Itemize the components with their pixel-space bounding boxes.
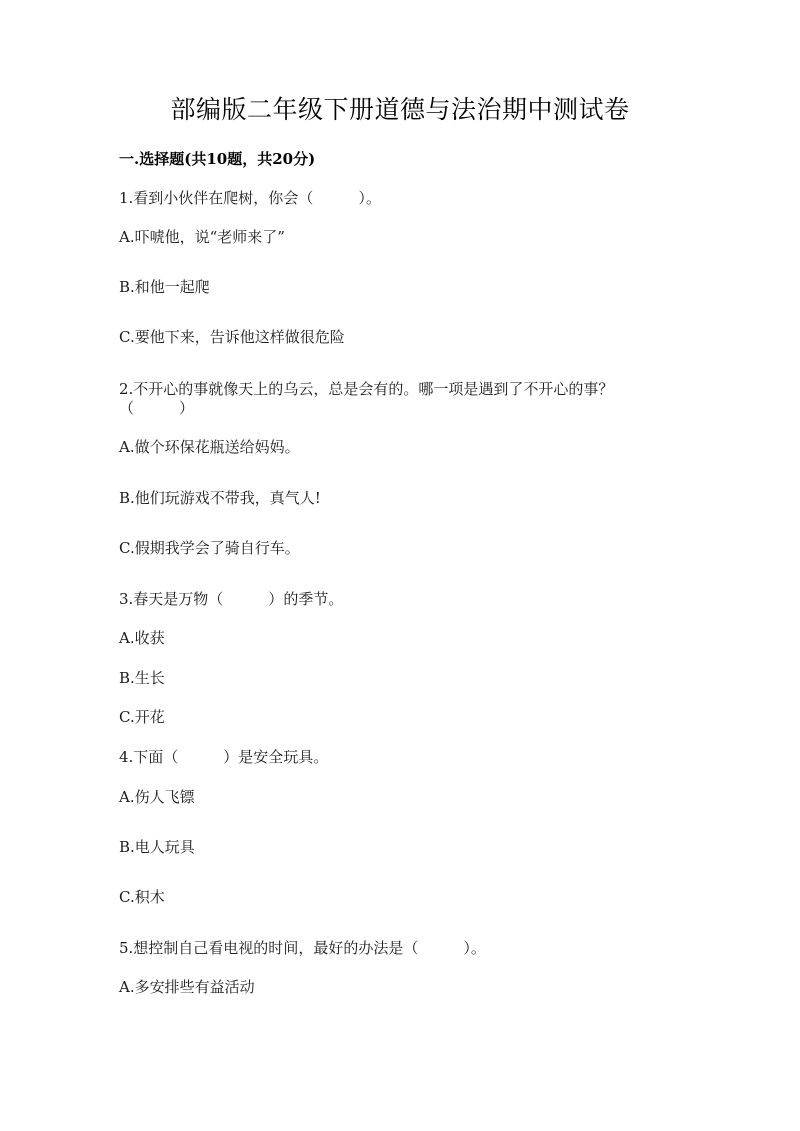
question-3-option-a: A.收获 (119, 629, 165, 647)
question-3-option-b: B.生长 (119, 669, 165, 687)
question-2-option-a: A.做个环保花瓶送给妈妈。 (119, 438, 300, 456)
question-2-stem: 2.不开心的事就像天上的乌云，总是会有的。哪一项是遇到了不开心的事？ (119, 380, 614, 398)
question-4-option-b: B.电人玩具 (119, 838, 195, 856)
question-1-option-a: A.吓唬他，说“老师来了” (119, 228, 285, 246)
section-heading: 一.选择题(共10题，共20分) (119, 150, 316, 168)
question-1-option-b: B.和他一起爬 (119, 278, 210, 296)
question-2-stem-continued: （ ） (119, 399, 195, 417)
question-1-stem: 1.看到小伙伴在爬树，你会（ ）。 (119, 189, 381, 207)
question-5-stem: 5.想控制自己看电视的时间，最好的办法是（ ）。 (119, 939, 486, 957)
question-3-stem: 3.春天是万物（ ）的季节。 (119, 590, 344, 608)
question-4-option-a: A.伤人飞镖 (119, 788, 195, 806)
question-1-option-c: C.要他下来，告诉他这样做很危险 (119, 328, 345, 346)
question-4-option-c: C.积木 (119, 888, 165, 906)
page-title: 部编版二年级下册道德与法治期中测试卷 (170, 95, 630, 124)
question-5-option-a: A.多安排些有益活动 (119, 978, 255, 996)
question-4-stem: 4.下面（ ）是安全玩具。 (119, 748, 329, 766)
question-3-option-c: C.开花 (119, 708, 165, 726)
question-2-option-c: C.假期我学会了骑自行车。 (119, 539, 300, 557)
question-2-option-b: B.他们玩游戏不带我，真气人! (119, 489, 321, 507)
